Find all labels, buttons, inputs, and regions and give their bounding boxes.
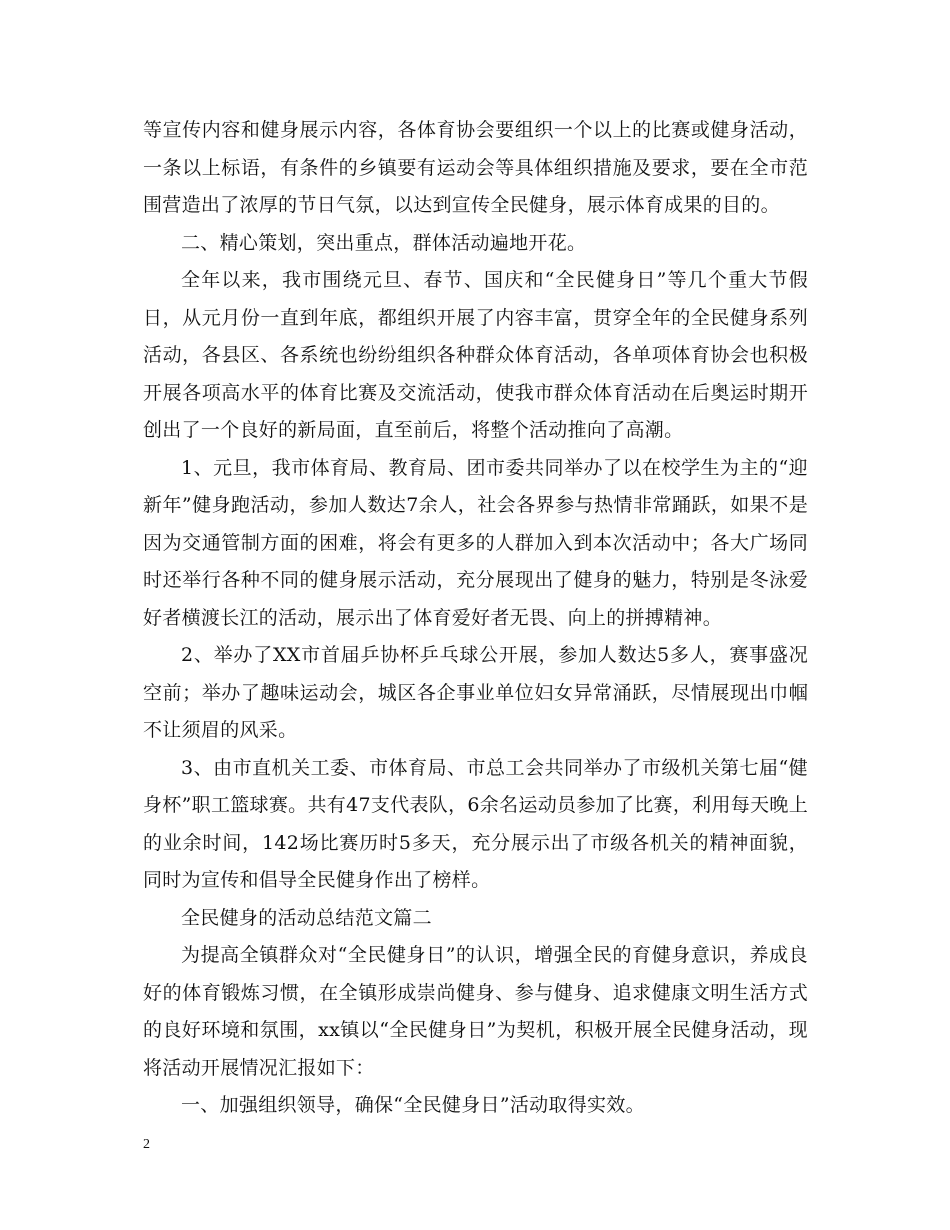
document-body xyxy=(143,112,808,1125)
paragraph-intro: 为提高全镇群众对“全民健身日”的认识，增强全民的育健身意识，养成良好的体育锻炼习惯，在全镇形成崇尚健身、参与健身、追求健康文明生活方式的良好环境和氛围，xx镇以“全民健身日”为契机，积极开展全民健身活动，现将活动开展情况汇报如下： xyxy=(143,944,808,1079)
paragraph-item-2: 2、举办了XX市首届乒协杯乒乓球公开展，参加人数达5多人，赛事盛况空前；举办了趣味运动会，城区各企事业单位妇女异常涌跃，尽情展现出巾帼不让须眉的风采。 xyxy=(143,644,808,741)
section-heading-1: 一、加强组织领导，确保“全民健身日”活动取得实效。 xyxy=(181,1094,645,1116)
paragraph-overview: 全年以来，我市围绕元旦、春节、国庆和“全民健身日”等几个重大节假日，从元月份一直到年底，都组织开展了内容丰富，贯穿全年的全民健身系列活动，各县区、各系统也纷纷组织各种群众体育活动，各单项体育协会也积极开展各项高水平的体育比赛及交流活动，使我市群众体育活动在后奥运时期开创出了一个良好的新局面，直至前后，将整个活动推向了高潮。 xyxy=(143,269,808,441)
article-title-part-2: 全民健身的活动总结范文篇二 xyxy=(181,906,432,929)
paragraph-item-3: 3、由市直机关工委、市体育局、市总工会共同举办了市级机关第七届“健身杯”职工篮球赛。共有47支代表队，6余名运动员参加了比赛，利用每天晚上的业余时间，142场比赛历时5多天，充分展示出了市级各机关的精神面貌，同时为宣传和倡导全民健身作出了榜样。 xyxy=(143,756,808,891)
section-heading-2: 二、精心策划，突出重点，群体活动遍地开花。 xyxy=(181,231,587,254)
page-number: 2 xyxy=(143,1137,150,1152)
paragraph-continuation: 等宣传内容和健身展示内容，各体育协会要组织一个以上的比赛或健身活动，一条以上标语，有条件的乡镇要有运动会等具体组织措施及要求，要在全市范围营造出了浓厚的节日气氛，以达到宣传全民健身，展示体育成果的目的。 xyxy=(143,119,808,216)
paragraph-item-1: 1、元旦，我市体育局、教育局、团市委共同举办了以在校学生为主的“迎新年”健身跑活动，参加人数达7余人，社会各界参与热情非常踊跃，如果不是因为交通管制方面的困难，将会有更多的人群加入到本次活动中；各大广场同时还举行各种不同的健身展示活动，充分展现出了健身的魅力，特别是冬泳爱好者横渡长江的活动，展示出了体育爱好者无畏、向上的拼搏精神。 xyxy=(143,456,808,629)
